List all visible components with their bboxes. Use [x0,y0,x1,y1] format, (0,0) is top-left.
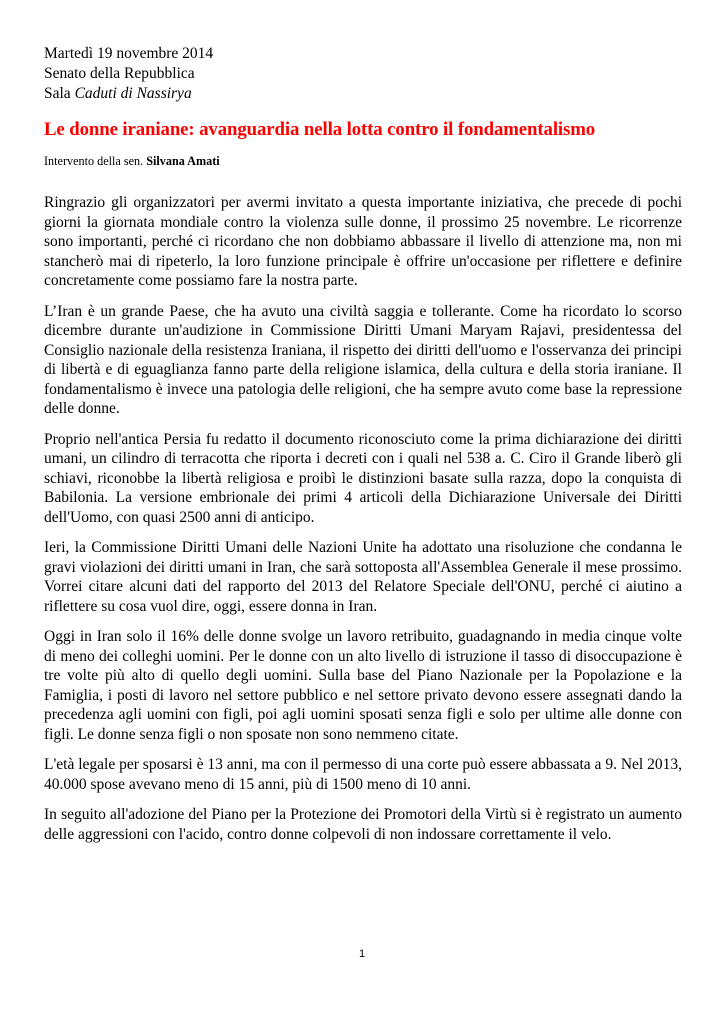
room-prefix: Sala [44,85,75,102]
paragraph-5: Oggi in Iran solo il 16% delle donne svolge un lavoro retribuito, guadagnando in media cinque volte di meno dei colleghi uomini. Per le donne con un alto livello di istruzione il tasso di disoccupazione è tre volte più alto di quello degli uomini. Sulla base del Piano Nazionale per la Popolazione e la Famiglia, i posti di lavoro nel settore pubblico e nel settore privato devono essere assegnati dando la precedenza agli uomini con figli, poi agli uomini sposati senza figli e solo per ultime alle donne con figli. Le donne senza figli o non sposate non sono nemmeno citate. [44,628,682,743]
paragraph-1: Ringrazio gli organizzatori per avermi invitato a questa importante iniziativa, che precede di pochi giorni la giornata mondiale contro la violenza sulle donne, il prossimo 25 novembre. Le ricorrenze sono importanti, perché ci ricordano che non dobbiamo abbassare il livello di attenzione ma, non mi stancherò mai di ripeterlo, la loro funzione principale è offrire un'occasione per riflettere e definire concretamente come possiamo fare la nostra parte. [44,194,682,289]
paragraph-3: Proprio nell'antica Persia fu redatto il documento riconosciuto come la prima dichiarazione dei diritti umani, un cilindro di terracotta che riporta i decreti con i quali nel 538 a. C. Ciro il Grande liberò gli schiavi, riconobbe la libertà religiosa e proibì le distinzioni basate sulla razza, dopo la conquista di Babilonia. La versione embrionale dei primi 4 articoli della Dichiarazione Universale dei Diritti dell'Uomo, con quasi 2500 anni di anticipo. [44,430,682,526]
venue-line: Senato della Repubblica [44,65,195,82]
document-body [44,193,682,844]
date-line: Martedì 19 novembre 2014 [44,45,214,62]
document-header [44,44,682,104]
byline [44,153,682,169]
room-name: Caduti di Nassirya [74,85,192,102]
byline-author: Silvana Amati [146,154,220,168]
paragraph-7: In seguito all'adozione del Piano per la Protezione dei Promotori della Virtù si è registrato un aumento delle aggressioni con l'acido, contro donne colpevoli di non indossare correttamente il velo. [44,806,682,843]
document-title: Le donne iraniane: avanguardia nella lotta contro il fondamentalismo [44,119,596,140]
paragraph-4: Ieri, la Commissione Diritti Umani delle Nazioni Unite ha adottato una risoluzione che condanna le gravi violazioni dei diritti umani in Iran, che sarà sottoposta all'Assemblea Generale il mese prossimo. Vorrei citare alcuni dati del rapporto del 2013 del Relatore Speciale dell'ONU, perché ci aiutino a riflettere su cosa vuol dire, oggi, essere donna in Iran. [44,539,682,615]
page-number: 1 [358,948,366,960]
room-line [44,84,682,104]
paragraph-2: L’Iran è un grande Paese, che ha avuto una civiltà saggia e tollerante. Come ha ricordato lo scorso dicembre durante un'audizione in Commissione Diritti Umani Maryam Rajavi, presidentessa del Consiglio nazionale della resistenza Iraniana, il rispetto dei diritti dell'uomo e l'osservanza dei principi di libertà e di eguaglianza fanno parte della religione islamica, della cultura e della storia iraniane. Il fondamentalismo è invece una patologia delle religioni, che ha sempre avuto come base la repressione delle donne. [44,302,682,417]
document-page [44,44,682,855]
byline-prefix: Intervento della sen. [44,154,147,168]
paragraph-6: L'età legale per sposarsi è 13 anni, ma con il permesso di una corte può essere abbassata a 9. Nel 2013, 40.000 spose avevano meno di 15 anni, più di 1500 meno di 10 anni. [44,756,682,793]
